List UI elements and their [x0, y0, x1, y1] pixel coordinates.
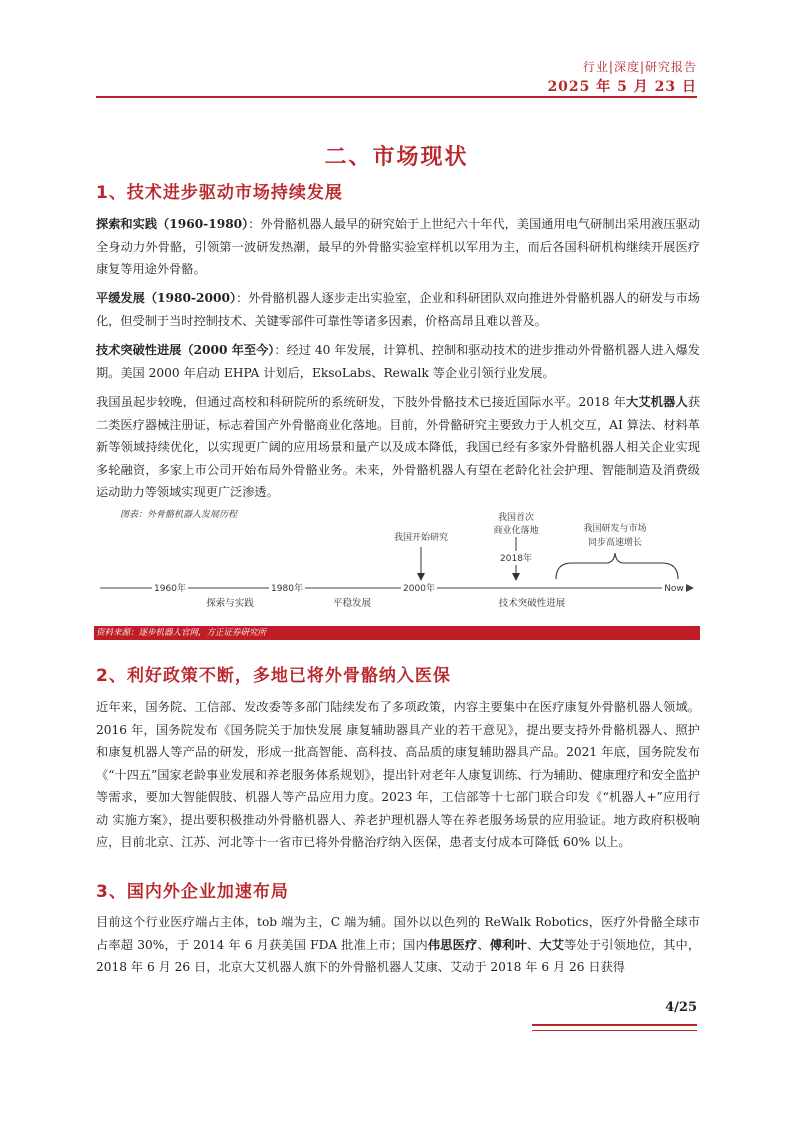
header-rule: [96, 96, 697, 98]
para-text: 目前这个行业医疗端占主体，tob 端为主，C 端为辅。国外以以色列的 ReWalk Robotics，医疗外骨骼全球市占率超 30%，于 2014 年 6 月获美国 FDA 批准上市；国内: [96, 915, 700, 952]
para-text: 我国虽起步较晚，但通过高校和科研院所的系统研发，下肢外骨骼技术已接近国际水平。2018 年: [96, 395, 626, 409]
tick-label: 1980年: [271, 584, 303, 594]
timeline-figure: [94, 505, 700, 640]
figure-source: 资料来源：逐步机器人官网，方正证券研究所: [94, 626, 700, 640]
para-text: 获二类医疗器械注册证，标志着国产外骨骼商业化落地。目前，外骨骼研究主要致力于人机交互，AI 算法、材料革新等领域持续优化，以实现更广阔的应用场景和量产以及成本降低，我国已经有多家外骨骼机器人相关企业实现多轮融资，多家上市公司开始布局外骨骼业务。未来，外骨骼机器人有望在老龄化社会护理、智能制造及消费级运动助力等领域实现更广泛渗透。: [96, 395, 701, 499]
company-name: 傅利叶: [489, 937, 527, 952]
tick-label: Now: [664, 584, 684, 594]
report-type: 行业|深度|研究报告: [582, 60, 697, 74]
footer-rule-thin: [532, 1030, 697, 1031]
separator: 、: [526, 937, 540, 952]
para-text: ：外骨骼机器人最早的研究始于上世纪六十年代，美国通用电气研制出采用液压驱动全身动力外骨骼，引领第一波研发热潮，最早的外骨骼实验室样机以军用为主，而后各国科研机构继续开展医疗康复等用途外骨骼。: [96, 217, 701, 276]
heading-1: 1、技术进步驱动市场持续发展: [96, 183, 343, 203]
para-text: ：经过 40 年发展，计算机、控制和驱动技术的进步推动外骨骼机器人进入爆发期。美国 2000 年启动 EHPA 计划后，EksoLabs、Rewalk 等企业引领行业发展。: [96, 343, 700, 380]
paragraph-explore: [96, 213, 700, 281]
arrow-head: [512, 573, 520, 581]
company-name: 大艾: [539, 937, 565, 952]
annotation-now-line2: 同步高速增长: [587, 538, 643, 548]
figure-caption: 图表：外骨骼机器人发展历程: [120, 510, 238, 520]
company-name: 大艾机器人: [625, 395, 688, 409]
heading-3: 3、国内外企业加速布局: [96, 882, 289, 902]
annotation-2000: 我国开始研究: [393, 533, 449, 543]
axis-arrow: [686, 584, 694, 592]
bold-lead: 技术突破性进展（2000 年至今）: [96, 343, 275, 357]
para-text: ：外骨骼机器人逐步走出实验室，企业和科研团队双向推进外骨骼机器人的研发与市场化，但受制于当时控制技术、关键零部件可靠性等诸多因素，价格高昂且难以普及。: [96, 291, 700, 328]
annotation-now-line1: 我国研发与市场: [583, 524, 647, 534]
section-title: 二、市场现状: [324, 145, 469, 170]
paragraph-companies: [96, 911, 700, 979]
brace: [556, 553, 678, 579]
para-text: 等处于引领地位，其中，2018 年 6 月 26 日，北京大艾机器人旗下的外骨骼机器人艾康、艾动于 2018 年 6 月 26 日获得: [96, 937, 701, 974]
bold-lead: 探索和实践（1960-1980）: [96, 217, 249, 231]
tick-label: 1960年: [154, 584, 186, 594]
footer-rule: [532, 1024, 697, 1026]
annotation-2018-line2: 商业化落地: [493, 526, 539, 536]
paragraph-policy: 近年来，国务院、工信部、发改委等多部门陆续发布了多项政策，内容主要集中在医疗康复外骨骼机器人领域。2016 年，国务院发布《国务院关于加快发展 康复辅助器具产业的若干意见》，提出要支持外骨骼机器人、照护和康复机器人等产品的研发，形成一批高智能、高科技、高品质的康复辅助器具产品。2021 年底，国务院发布《“十四五”国家老龄事业发展和养老服务体系规划》，提出针对老年人康复训练、行为辅助、健康理疗和安全监护等需求，要加大智能假肢、机器人等产品应用力度。2023 年，工信部等十七部门联合印发《“机器人+”应用行动 实施方案》，提出要积极推动外骨骼机器人、养老护理机器人等在养老服务场景的应用验证。地方政府积极响应，目前北京、江苏、河北等十一省市已将外骨骼治疗纳入医保，患者支付成本可降低 60% 以上。: [96, 700, 700, 849]
company-name: 伟思医疗: [427, 937, 478, 952]
phase-label: 技术突破性进展: [498, 598, 566, 609]
tick-label: 2018年: [500, 554, 532, 564]
paragraph-china: [96, 391, 700, 504]
phase-label: 探索与实践: [206, 598, 254, 609]
annotation-2018-line1: 我国首次: [497, 513, 535, 523]
bold-lead: 平缓发展（1980-2000）: [96, 291, 237, 305]
phase-label: 平稳发展: [332, 598, 372, 609]
arrow-head: [417, 573, 425, 581]
page-number: 4/25: [665, 1000, 697, 1015]
report-date: 2025 年 5 月 23 日: [547, 79, 697, 95]
paragraph-gentle: [96, 287, 700, 332]
separator: 、: [477, 937, 490, 952]
heading-2: 2、利好政策不断，多地已将外骨骼纳入医保: [96, 666, 451, 686]
paragraph-breakthrough: [96, 339, 700, 384]
tick-label: 2000年: [403, 584, 435, 594]
